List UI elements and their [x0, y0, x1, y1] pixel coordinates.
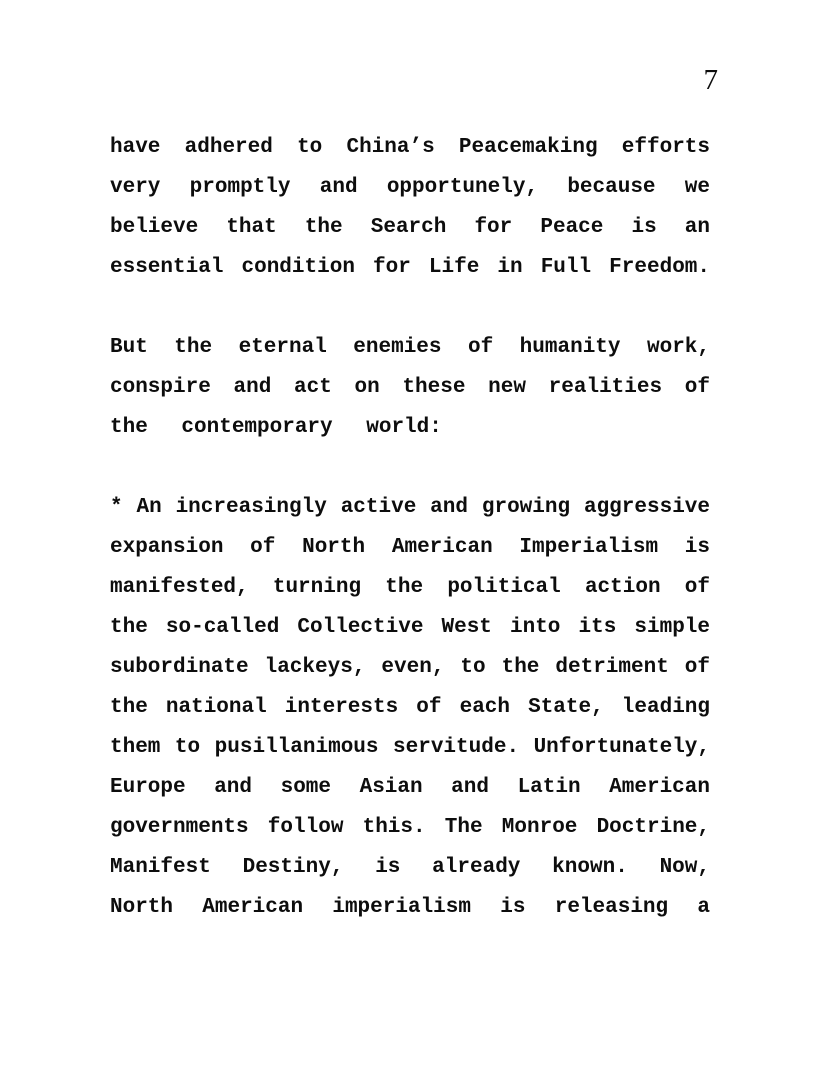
text-line: North American imperialism is releasing a [110, 896, 710, 919]
text-line: Europe and some Asian and Latin American [110, 776, 710, 799]
text-line: subordinate lackeys, even, to the detriment of [110, 656, 710, 679]
text-line: But the eternal enemies of humanity work, [110, 336, 710, 359]
text-line: them to pusillanimous servitude. Unfortunately, [110, 736, 710, 759]
text-line: conspire and act on these new realities of [110, 376, 710, 399]
document-body [110, 128, 710, 928]
text-line: expansion of North American Imperialism is [110, 536, 710, 559]
text-line: very promptly and opportunely, because we [110, 176, 710, 199]
text-line: Manifest Destiny, is already known. Now, [110, 856, 710, 879]
text-line: have adhered to China’s Peacemaking efforts [110, 136, 710, 159]
text-line: the so-called Collective West into its simple [110, 616, 710, 639]
paragraph [110, 488, 710, 928]
text-line: manifested, turning the political action of [110, 576, 710, 599]
text-line: governments follow this. The Monroe Doctrine, [110, 816, 710, 839]
text-line: the contemporary world: [110, 416, 442, 439]
text-line: believe that the Search for Peace is an [110, 216, 710, 239]
paragraph [110, 328, 710, 448]
paragraph [110, 128, 710, 288]
text-line: essential condition for Life in Full Freedom. [110, 256, 710, 279]
text-line: the national interests of each State, leading [110, 696, 710, 719]
text-line: * An increasingly active and growing aggressive [110, 496, 710, 519]
page-number: 7 [703, 64, 718, 96]
